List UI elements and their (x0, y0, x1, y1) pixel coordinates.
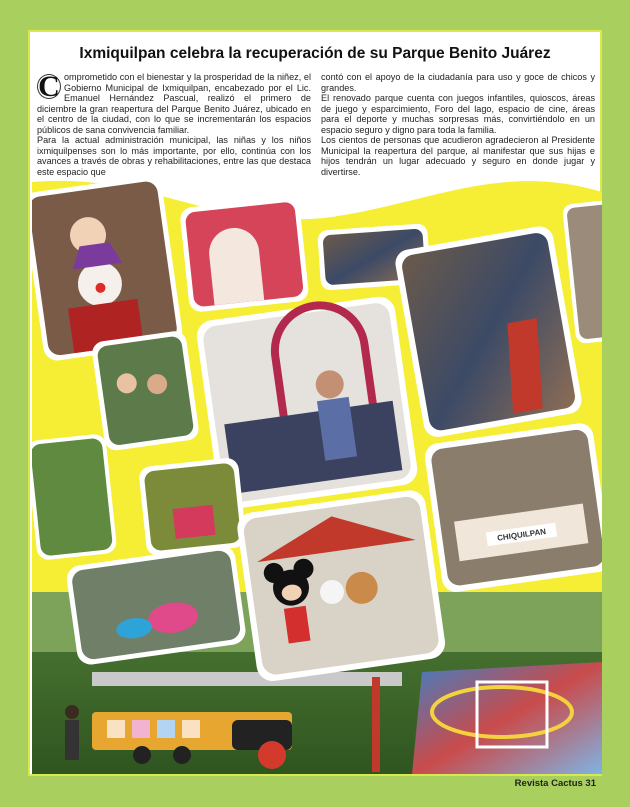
paragraph: Para la actual administración municipal, las niñas y los niños ixmiquilpenses son lo más importante, por ello, continúa con los avances a través de obras y rehabilitaciones, entre las que destaca este espacio que (37, 135, 311, 177)
train-post (372, 677, 380, 772)
photo-fill (32, 438, 113, 557)
drop-cap: C (38, 70, 60, 103)
paragraph (37, 72, 311, 135)
sign-text: CHIQUILPAN (496, 527, 547, 543)
photo-kiosk (179, 196, 309, 313)
paragraph: contó con el apoyo de la ciudadanía para uso y goce de chicos y grandes. (321, 72, 595, 93)
train-window (132, 720, 150, 738)
red-toy (173, 505, 216, 539)
person-head (65, 705, 79, 719)
train-window (107, 720, 125, 738)
photo-mascots (235, 488, 447, 683)
paragraph-text: omprometido con el bienestar y la prosperidad de la niñez, el Gobierno Municipal de Ixmiquilpan, encabezado por el Lic. Emanuel Hernández Pascual, realizó el primero de diciembre la gran reapertura del Parque Benito Juárez, ubicado en el centro de la ciudad, con lo que se incrementarán los espacios públicos de sana convivencia familiar. (37, 72, 311, 135)
train-wheel (133, 746, 151, 764)
person-body (65, 720, 79, 760)
train-wheel (173, 746, 191, 764)
painted-court-photo (412, 662, 602, 774)
photo-park-tree (32, 433, 118, 561)
photo-family (91, 330, 200, 452)
photo-fill (400, 231, 577, 432)
paragraph: Los cientos de personas que acudieron agradecieron al Presidente Municipal la reapertura del parque, al manifestar que sus hijas e hijos tendrán un lugar adecuado y seguro en donde jugar y divertirse. (321, 135, 595, 177)
photo-fill (96, 335, 194, 446)
train-wheel (258, 741, 286, 769)
paragraph: El renovado parque cuenta con juegos infantiles, quioscos, áreas de juego y esparcimiento, Foro del lago, espacio de cine, áreas para el deporte y muchas sorpresas más, convirtiéndolo en un espacio seguro y digno para toda la familia. (321, 93, 595, 135)
train-window (182, 720, 200, 738)
photo-collage (32, 172, 602, 774)
page-footer: Revista Cactus 31 (514, 778, 596, 789)
photo-stairs-crowd (393, 224, 584, 439)
train-canopy (92, 672, 402, 686)
train-window (157, 720, 175, 738)
page-frame (28, 30, 602, 776)
photo-crafts-table (423, 422, 602, 594)
article-title: Ixmiquilpan celebra la recuperación de su Parque Benito Juárez (79, 45, 551, 62)
photo-kids-play (138, 457, 247, 557)
